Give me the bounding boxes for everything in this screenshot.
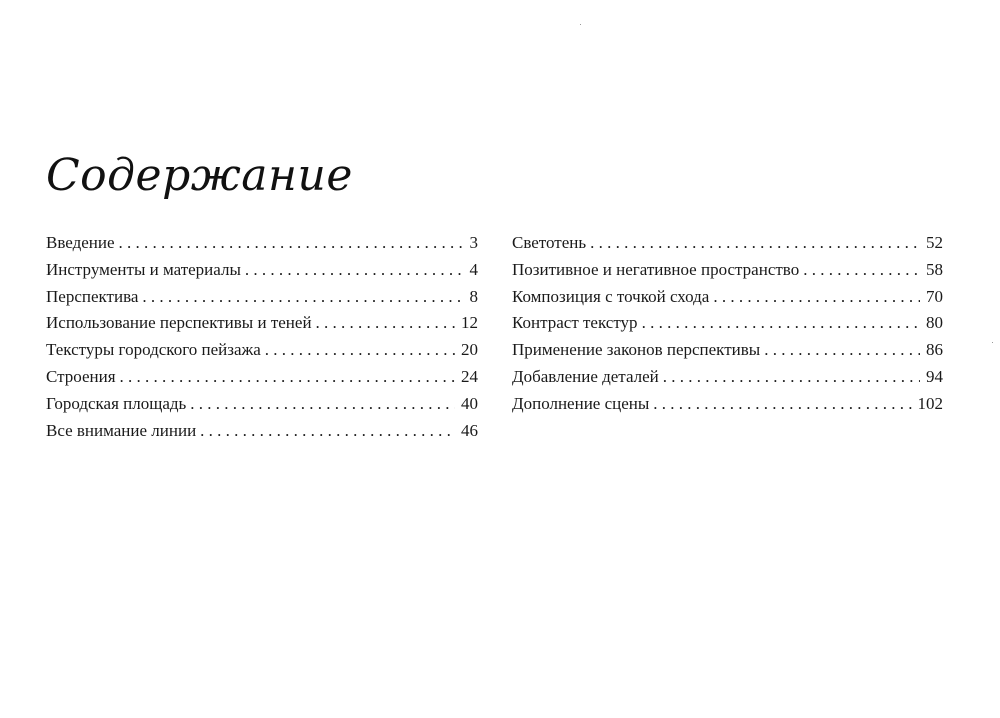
toc-entry[interactable] [512, 391, 943, 418]
toc-entry[interactable] [46, 257, 478, 284]
toc-entry[interactable] [512, 364, 943, 391]
dot-leader [803, 257, 920, 284]
scan-speck [580, 24, 581, 25]
toc-entry-label: Дополнение сцены [512, 393, 650, 413]
toc-entry-label: Контраст текстур [512, 313, 638, 333]
toc-entry-page: 94 [926, 366, 943, 386]
toc-left-column [46, 230, 478, 444]
scan-speck [992, 342, 993, 343]
toc-entry[interactable] [512, 337, 943, 364]
toc-entry[interactable] [512, 284, 943, 311]
page-title: Содержание [46, 150, 353, 201]
toc-entry-label: Применение законов перспективы [512, 340, 761, 360]
dot-leader [642, 310, 920, 337]
toc-entry[interactable] [46, 310, 478, 337]
toc-entry-page: 24 [461, 366, 478, 386]
toc-entry-page: 20 [461, 340, 478, 360]
toc-entry-page: 4 [469, 259, 478, 279]
toc-entry-label: Светотень [512, 233, 587, 252]
toc-entry-page: 86 [926, 340, 943, 360]
toc-entry[interactable] [46, 364, 478, 391]
dot-leader [316, 310, 455, 337]
toc-entry-label: Текстуры городского пейзажа [46, 340, 261, 360]
toc-entry-label: Композиция с точкой схода [512, 286, 710, 306]
dot-leader [245, 257, 464, 284]
toc-entry-page: 102 [917, 393, 943, 413]
toc-entry-page: 52 [926, 233, 943, 252]
toc-entry-label: Перспектива [46, 286, 139, 306]
toc-entry[interactable] [46, 337, 478, 364]
toc-entry-page: 12 [461, 313, 478, 333]
toc-entry-page: 40 [461, 393, 478, 413]
toc-entry-page: 46 [461, 420, 478, 440]
toc-entry-label: Использование перспективы и теней [46, 313, 312, 333]
toc-entry-page: 58 [926, 259, 943, 279]
dot-leader [764, 337, 920, 364]
toc-entry-page: 80 [926, 313, 943, 333]
toc-entry-label: Городская площадь [46, 393, 187, 413]
toc-entry[interactable] [512, 230, 943, 257]
toc-entry-page: 3 [469, 233, 478, 252]
dot-leader [200, 418, 455, 445]
toc-entry[interactable] [46, 391, 478, 418]
toc-entry-label: Строения [46, 366, 116, 386]
dot-leader [142, 284, 463, 311]
dot-leader [119, 230, 464, 257]
dot-leader [663, 364, 920, 391]
toc-entry[interactable] [46, 418, 478, 445]
toc-entry-label: Добавление деталей [512, 366, 659, 386]
dot-leader [590, 230, 920, 257]
dot-leader [190, 391, 455, 418]
toc-entry[interactable] [46, 284, 478, 311]
dot-leader [713, 284, 920, 311]
dot-leader [653, 391, 911, 418]
toc-entry-page: 8 [469, 286, 478, 306]
toc-entry-label: Инструменты и материалы [46, 259, 241, 279]
toc-entry-page: 70 [926, 286, 943, 306]
dot-leader [120, 364, 455, 391]
dot-leader [265, 337, 455, 364]
toc-entry[interactable] [512, 310, 943, 337]
toc-right-column [512, 230, 943, 418]
toc-entry-label: Позитивное и негативное пространство [512, 259, 800, 279]
toc-entry-label: Введение [46, 233, 115, 252]
toc-entry[interactable] [46, 230, 478, 257]
toc-entry-label: Все внимание линии [46, 420, 197, 440]
toc-entry[interactable] [512, 257, 943, 284]
